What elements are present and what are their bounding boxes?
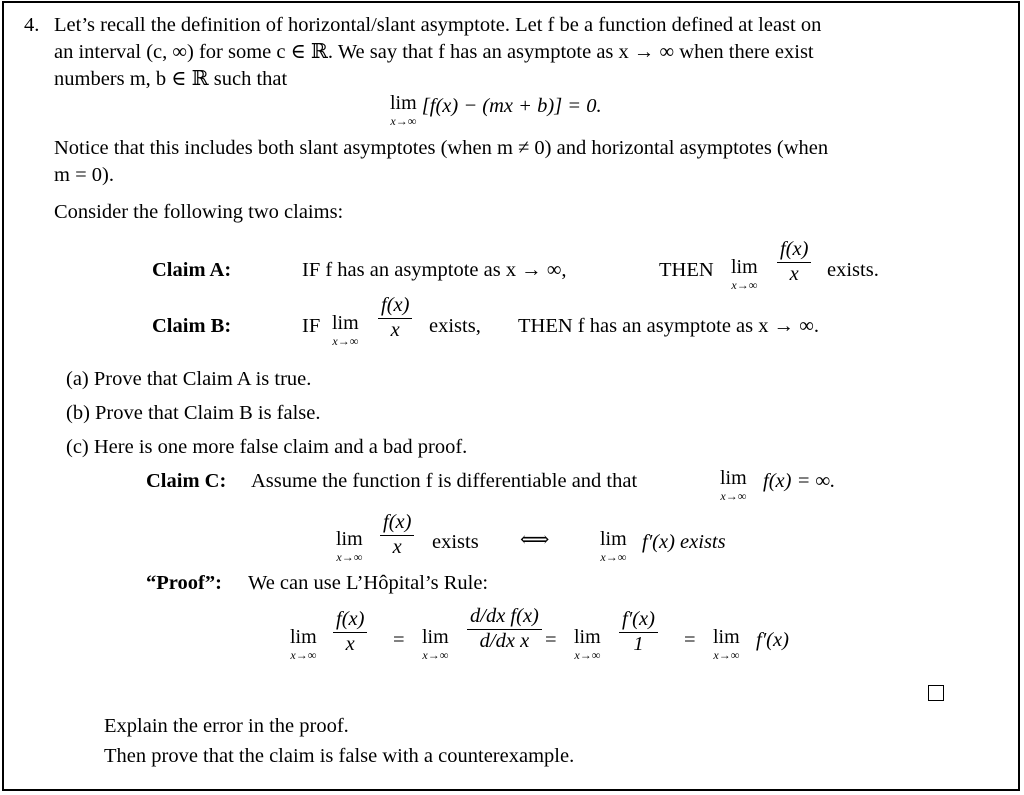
iff-left-exists: exists [432, 531, 479, 553]
claim-a-if: IF f has an asymptote as x → ∞, [302, 259, 567, 281]
part-c: (c) Here is one more false claim and a bad proof. [66, 436, 468, 458]
intro-line-3: numbers m, b ∈ ℝ such that [54, 68, 288, 90]
qed-box-icon [928, 685, 944, 701]
definition-expression: [f(x) − (mx + b)] = 0. [421, 95, 602, 117]
chain-equals-1: = [393, 629, 405, 651]
iff-right-text: f′(x) exists [642, 531, 726, 553]
chain-equals-2: = [545, 629, 557, 651]
intro-line-1: Let’s recall the definition of horizontal/slant asymptote. Let f be a function defined at least on [54, 14, 822, 36]
consider-text: Consider the following two claims: [54, 201, 344, 223]
claim-b-fraction: $\frac{f(x)}{x}$ [375, 295, 415, 341]
chain-limit-1: lim x→∞ [290, 626, 317, 662]
claim-c-limit: lim x→∞ [720, 467, 747, 503]
closing-line-2: Then prove that the claim is false with a counterexample. [104, 745, 575, 767]
chain-fraction-1: $\frac{f(x)}{x}$ [330, 609, 370, 655]
notice-line-1: Notice that this includes both slant asymptotes (when m ≠ 0) and horizontal asymptotes (when [54, 137, 829, 159]
claim-c-label: Claim C: [146, 470, 227, 492]
part-a: (a) Prove that Claim A is true. [66, 368, 312, 390]
iff-left-fraction: $\frac{f(x)}{x}$ [377, 512, 417, 558]
claim-b-label: Claim B: [152, 315, 232, 337]
claim-b-exists: exists, [429, 315, 481, 337]
claim-a-limit: lim x→∞ [731, 256, 758, 292]
claim-a-fraction: $\frac{f(x)}{x}$ [774, 239, 814, 285]
chain-limit-3: lim x→∞ [574, 626, 601, 662]
chain-equals-3: = [684, 629, 696, 651]
chain-fraction-2: $\frac{\text{d/dx f(x)}}{\text{d/dx x}}$ [464, 606, 545, 652]
chain-limit-2: lim x→∞ [422, 626, 449, 662]
problem-number: 4. [24, 14, 40, 36]
chain-limit-4: lim x→∞ [713, 626, 740, 662]
definition-equation [390, 93, 602, 127]
claim-b-if: IF [302, 315, 321, 337]
iff-right-limit: lim x→∞ [600, 528, 627, 564]
problem-page [2, 1, 1020, 791]
intro-line-2: an interval (c, ∞) for some c ∈ ℝ. We say that f has an asymptote as x → ∞ when there exist [54, 41, 814, 63]
limit-operator: lim x→∞ [390, 92, 417, 128]
iff-left-limit: lim x→∞ [336, 528, 363, 564]
chain-final: f′(x) [756, 629, 789, 651]
claim-a-label: Claim A: [152, 259, 232, 281]
proof-label: “Proof”: [146, 572, 222, 594]
closing-line-1: Explain the error in the proof. [104, 715, 349, 737]
claim-c-text: Assume the function f is differentiable and that [251, 470, 638, 492]
chain-fraction-3: $\frac{f'(x)}{1}$ [616, 609, 661, 655]
claim-a-exists: exists. [827, 259, 879, 281]
notice-line-2: m = 0). [54, 164, 114, 186]
claim-b-then: THEN f has an asymptote as x → ∞. [518, 315, 819, 337]
claim-a-then: THEN [659, 259, 714, 281]
part-b: (b) Prove that Claim B is false. [66, 402, 321, 424]
claim-b-limit: lim x→∞ [332, 312, 359, 348]
claim-c-limit-tail: f(x) = ∞. [763, 470, 836, 492]
iff-symbol: ⟺ [520, 529, 550, 551]
proof-text: We can use L’Hôpital’s Rule: [248, 572, 489, 594]
